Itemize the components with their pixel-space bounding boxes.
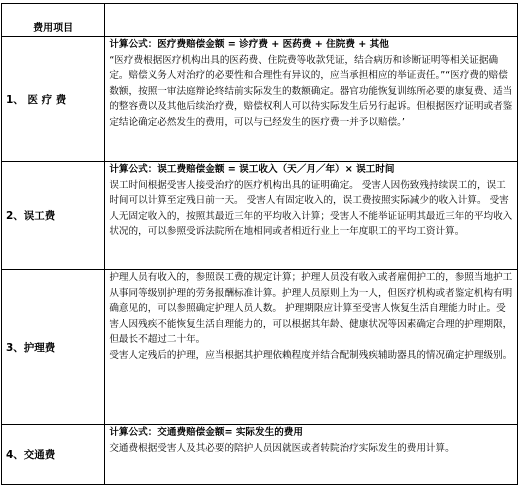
row-name-nursing: 3、护理费 — [2, 270, 105, 425]
table-row — [2, 37, 518, 162]
row-name-transport: 4、交通费 — [2, 425, 105, 485]
row-name-medical: 1、 医 疗 费 — [2, 37, 105, 162]
table-row — [2, 162, 518, 270]
row-name-lost-wages: 2、误工费 — [2, 162, 105, 270]
row-content-medical — [105, 37, 518, 162]
fee-table — [1, 3, 518, 485]
row-content-lost-wages — [105, 162, 518, 270]
header-blank — [105, 4, 518, 37]
paragraph: 交通费根据受害人及其必要的陪护人员因就医或者转院治疗实际发生的费用计算。 — [109, 442, 455, 454]
row-content-transport — [105, 425, 518, 485]
table-row — [2, 270, 518, 425]
paragraph: 误工时间根据受害人接受治疗的医疗机构出具的证明确定。 受害人因伤致残持续误工的，误工时间可以计算至定残日前一天。 受害人有固定收入的，误工费按照实际减少的收入计算。 受害人无固定收入的，按照其最近三年的平均收入计算；受害人不能举证证明其最近三年的平均收入状况的，可以参照受诉法院所在地相同或者相近行业上一年度职工的平均工资计算。 — [109, 179, 513, 238]
paragraph: 受害人定残后的护理，应当根据其护理依赖程度并结合配制残疾辅助器具的情况确定护理级别。 — [109, 349, 513, 361]
header-fee-item: 费用项目 — [2, 4, 105, 37]
paragraph: “医疗费根据医疗机构出具的医药费、住院费等收款凭证，结合病历和诊断证明等相关证据确定。赔偿义务人对治疗的必要性和合理性有异议的，应当承担相应的举证责任。”“医疗费的赔偿数额，按照一审法庭辩论终结前实际发生的数额确定。器官功能恢复训练所必要的康复费、适当的整容费以及其他后续治疗费，赔偿权利人可以待实际发生后另行起诉。但根据医疗证明或者鉴定结论确定必然发生的费用，可以与已经发生的医疗费一并予以赔偿。’ — [109, 54, 513, 128]
row-content-nursing — [105, 270, 518, 425]
header-row — [2, 4, 518, 37]
formula-medical: 计算公式：医疗费赔偿金额 = 诊疗费 + 医药费 + 住院费 + 其他 — [109, 39, 389, 50]
paragraph: 护理人员有收入的，参照误工费的规定计算；护理人员没有收入或者雇佣护工的，参照当地护工从事同等级别护理的劳务报酬标准计算。护理人员原则上为一人，但医疗机构或者鉴定机构有明确意见的，可以参照确定护理人员人数。 护理期限应计算至受害人恢复生活自理能力时止。受害人因残疾不能恢复生活自理能力的，可以根据其年龄、健康状况等因素确定合理的护理期限，但最长不超过二十年。 — [109, 272, 513, 346]
formula-lost-wages: 计算公式：误工费赔偿金额 = 误工收入（天／月／年）× 误工时间 — [109, 164, 395, 175]
formula-transport: 计算公式：交通费赔偿金额= 实际发生的费用 — [109, 427, 303, 438]
table-row — [2, 425, 518, 485]
